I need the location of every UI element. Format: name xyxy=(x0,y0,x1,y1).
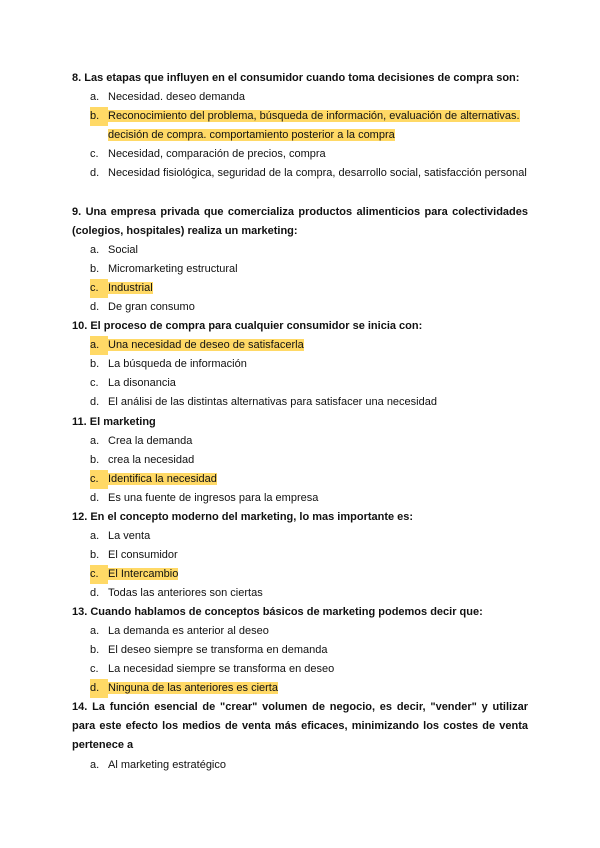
question-8: 8. Las etapas que influyen en el consumidor cuando toma decisiones de compra son: xyxy=(72,72,520,84)
option-text: Todas las anteriores son ciertas xyxy=(108,587,263,599)
option-letter: a. xyxy=(90,625,100,637)
option-10a-correct xyxy=(90,336,528,355)
option-text: El deseo siempre se transforma en demanda xyxy=(108,644,328,656)
option-letter: c. xyxy=(90,148,99,160)
highlighted-answer: Ninguna de las anteriores es cierta xyxy=(108,682,278,694)
option-letter: c. xyxy=(90,565,108,584)
option-text: La disonancia xyxy=(108,377,176,389)
option-text xyxy=(108,470,528,489)
option-10d xyxy=(90,393,528,412)
option-14a xyxy=(90,756,528,775)
option-13c xyxy=(90,660,528,679)
option-text xyxy=(108,679,528,698)
option-text: La búsqueda de información xyxy=(108,358,247,370)
option-12b xyxy=(90,546,528,565)
option-text xyxy=(108,107,528,145)
option-10b xyxy=(90,355,528,374)
question-14: 14. La función esencial de "crear" volumen de negocio, es decir, "vender" y utilizar para este efecto los medios de venta más eficaces, minimizando los costes de venta pertenece a xyxy=(72,701,528,751)
option-letter: a. xyxy=(90,435,100,447)
option-letter: d. xyxy=(90,492,100,504)
option-12c-correct xyxy=(90,565,528,584)
option-text: El análisi de las distintas alternativas para satisfacer una necesidad xyxy=(108,396,437,408)
option-letter: d. xyxy=(90,587,100,599)
option-13b xyxy=(90,641,528,660)
option-11c-correct xyxy=(90,470,528,489)
option-text: La necesidad siempre se transforma en deseo xyxy=(108,663,335,675)
question-9: 9. Una empresa privada que comercializa productos alimenticios para colectividades (colegios, hospitales) realiza un marketing: xyxy=(72,206,528,237)
question-12: 12. En el concepto moderno del marketing, lo mas importante es: xyxy=(72,511,414,523)
option-letter: b. xyxy=(90,454,100,466)
option-letter: b. xyxy=(90,107,108,126)
highlighted-answer: Identifica la necesidad xyxy=(108,473,217,485)
option-text: Necesidad. deseo demanda xyxy=(108,91,245,103)
option-letter: d. xyxy=(90,396,100,408)
option-text: crea la necesidad xyxy=(108,454,195,466)
question-11: 11. El marketing xyxy=(72,416,156,428)
option-9c-correct xyxy=(90,279,528,298)
option-13d-correct xyxy=(90,679,528,698)
option-letter: a. xyxy=(90,530,100,542)
option-9a xyxy=(90,241,528,260)
option-letter: d. xyxy=(90,167,100,179)
option-text: La demanda es anterior al deseo xyxy=(108,625,269,637)
highlighted-answer: Reconocimiento del problema, búsqueda de información, evaluación de alternativas. decisión de compra. comportamiento posterior a la compra xyxy=(108,110,520,141)
option-12a xyxy=(90,527,528,546)
option-11b xyxy=(90,451,528,470)
option-text: El consumidor xyxy=(108,549,178,561)
option-text: La venta xyxy=(108,530,151,542)
option-letter: b. xyxy=(90,263,100,275)
question-10: 10. El proceso de compra para cualquier consumidor se inicia con: xyxy=(72,320,423,332)
option-text: Al marketing estratégico xyxy=(108,759,226,771)
option-letter: d. xyxy=(90,301,100,313)
option-letter: c. xyxy=(90,377,99,389)
option-letter: a. xyxy=(90,91,100,103)
option-11a xyxy=(90,432,528,451)
highlighted-answer: Una necesidad de deseo de satisfacerla xyxy=(108,339,304,351)
option-text xyxy=(108,565,528,584)
option-text: Es una fuente de ingresos para la empresa xyxy=(108,492,319,504)
option-text xyxy=(108,336,528,355)
option-letter: a. xyxy=(90,244,100,256)
highlighted-answer: El Intercambio xyxy=(108,568,179,580)
option-text: Crea la demanda xyxy=(108,435,193,447)
option-letter: c. xyxy=(90,470,108,489)
option-letter: b. xyxy=(90,644,100,656)
option-8b-correct xyxy=(90,107,528,145)
option-11d xyxy=(90,489,528,508)
option-text xyxy=(108,279,528,298)
option-text: De gran consumo xyxy=(108,301,195,313)
highlighted-answer: Industrial xyxy=(108,282,153,294)
option-letter: a. xyxy=(90,336,108,355)
option-10c xyxy=(90,374,528,393)
option-letter: c. xyxy=(90,279,108,298)
option-letter: b. xyxy=(90,358,100,370)
option-9b xyxy=(90,260,528,279)
option-text: Micromarketing estructural xyxy=(108,263,238,275)
option-letter: a. xyxy=(90,759,100,771)
option-8c xyxy=(90,145,528,164)
option-8a xyxy=(90,88,528,107)
option-text: Social xyxy=(108,244,138,256)
option-text: Necesidad fisiológica, seguridad de la compra, desarrollo social, satisfacción personal xyxy=(108,167,527,179)
option-13a xyxy=(90,622,528,641)
option-9d xyxy=(90,298,528,317)
option-12d xyxy=(90,584,528,603)
option-text: Necesidad, comparación de precios, compra xyxy=(108,148,326,160)
option-letter: d. xyxy=(90,679,108,698)
option-letter: b. xyxy=(90,549,100,561)
option-letter: c. xyxy=(90,663,99,675)
option-8d xyxy=(90,164,528,183)
question-13: 13. Cuando hablamos de conceptos básicos de marketing podemos decir que: xyxy=(72,606,483,618)
